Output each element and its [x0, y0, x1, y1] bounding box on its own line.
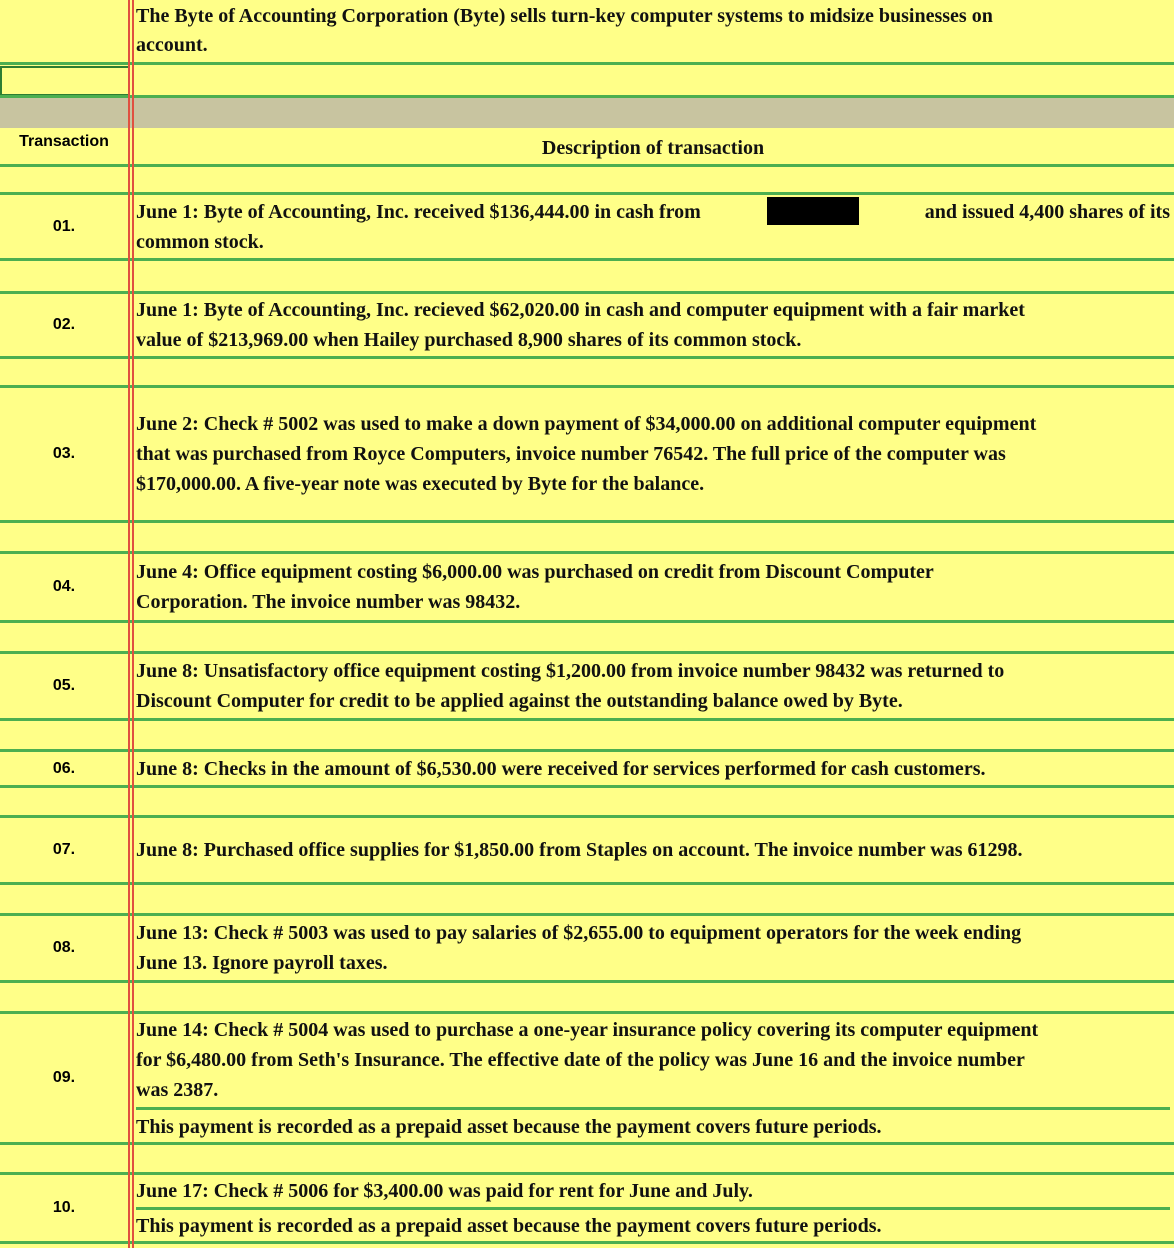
transaction-number: 02. [52, 316, 76, 333]
description-line: June 8: Checks in the amount of $6,530.00 were received for services performed for cash customers. [136, 757, 986, 780]
row-divider [0, 258, 1174, 261]
description-line: June 4: Office equipment costing $6,000.00 was purchased on credit from Discount Computer [136, 561, 934, 583]
header-row [0, 128, 1174, 164]
description-line: $170,000.00. A five-year note was executed by Byte for the balance. [136, 473, 705, 495]
transaction-description [136, 294, 1170, 356]
row-divider [0, 785, 1174, 788]
transaction-description [136, 388, 1170, 520]
row-divider [0, 718, 1174, 721]
transaction-row-09[interactable] [0, 1014, 1174, 1142]
description-line: Corporation. The invoice number was 98432. [136, 591, 521, 613]
description-line: This payment is recorded as a prepaid asset because the payment covers future periods. [136, 1115, 882, 1138]
transaction-number: 05. [52, 677, 76, 694]
description-line: that was purchased from Royce Computers, invoice number 76542. The full price of the computer was [136, 443, 1006, 465]
row-divider [0, 520, 1174, 523]
transaction-number: 06. [52, 759, 76, 777]
description-line: for $6,480.00 from Seth's Insurance. The effective date of the policy was June 16 and the invoice number [136, 1048, 1025, 1071]
row-divider [0, 1241, 1174, 1244]
row-divider [0, 1142, 1174, 1145]
description-line: June 2: Check # 5002 was used to make a down payment of $34,000.00 on additional computer equipment [136, 413, 1037, 435]
transaction-row-02[interactable] [0, 294, 1174, 356]
transaction-description [136, 1175, 1170, 1241]
description-line: Discount Computer for credit to be applied against the outstanding balance owed by Byte. [136, 690, 903, 712]
description-line [136, 197, 1170, 227]
column-divider [132, 0, 134, 1248]
intro-row[interactable] [0, 0, 1174, 62]
description-line: common stock. [136, 230, 264, 253]
transaction-description [136, 752, 1170, 785]
description-line: June 17: Check # 5006 for $3,400.00 was paid for rent for June and July. [136, 1179, 753, 1202]
header-description: Description of transaction [541, 137, 765, 159]
transaction-number: 01. [52, 217, 76, 235]
selected-cell[interactable] [0, 66, 130, 96]
transaction-number: 09. [52, 1069, 76, 1086]
transaction-description [136, 654, 1170, 718]
row-divider [0, 356, 1174, 359]
transaction-row-06[interactable] [0, 752, 1174, 785]
intro-cell[interactable] [136, 0, 1170, 62]
description-line: value of $213,969.00 when Hailey purchased 8,900 shares of its common stock. [136, 329, 802, 351]
description-line: was 2387. [136, 1078, 219, 1101]
transaction-number: 03. [52, 445, 76, 462]
transaction-number: 10. [52, 1199, 76, 1216]
intro-line-1: The Byte of Accounting Corporation (Byte) sells turn-key computer systems to midsize businesses on [136, 5, 993, 27]
transaction-description [136, 916, 1170, 980]
transaction-number: 04. [52, 578, 76, 595]
row-divider [0, 620, 1174, 623]
description-line: June 1: Byte of Accounting, Inc. recieved $62,020.00 in cash and computer equipment with a fair market [136, 299, 1025, 321]
transaction-row-05[interactable] [0, 654, 1174, 718]
transaction-row-07[interactable] [0, 818, 1174, 882]
description-text: and issued 4,400 shares of its [924, 200, 1170, 223]
row-divider [0, 882, 1174, 885]
separator-bar [0, 98, 1174, 128]
prepaid-note-divider [136, 1107, 1170, 1110]
description-line: June 13: Check # 5003 was used to pay salaries of $2,655.00 to equipment operators for the week ending [136, 922, 1022, 944]
transaction-row-01[interactable] [0, 195, 1174, 258]
transaction-row-03[interactable] [0, 388, 1174, 520]
description-line: This payment is recorded as a prepaid asset because the payment covers future periods. [136, 1214, 882, 1237]
redacted-block [767, 197, 859, 225]
intro-line-2: account. [136, 34, 208, 56]
row-divider [0, 164, 1174, 167]
column-divider [128, 0, 130, 1248]
row-divider [0, 980, 1174, 983]
description-text: June 1: Byte of Accounting, Inc. received $136,444.00 in cash from [136, 200, 701, 223]
transaction-number: 07. [52, 841, 76, 858]
transaction-description [136, 818, 1170, 882]
transaction-number: 08. [52, 939, 76, 956]
transaction-row-04[interactable] [0, 554, 1174, 620]
transaction-description [136, 195, 1170, 258]
transaction-description [136, 554, 1170, 620]
description-line: June 8: Unsatisfactory office equipment costing $1,200.00 from invoice number 98432 was returned to [136, 660, 1005, 682]
description-line: June 14: Check # 5004 was used to purchase a one-year insurance policy covering its computer equipment [136, 1018, 1039, 1041]
transaction-description [136, 1014, 1170, 1142]
transaction-row-08[interactable] [0, 916, 1174, 980]
description-line: June 8: Purchased office supplies for $1,850.00 from Staples on account. The invoice number was 61298. [136, 839, 1023, 861]
prepaid-note-divider [136, 1207, 1170, 1210]
row-divider [0, 62, 1174, 65]
description-line: June 13. Ignore payroll taxes. [136, 952, 388, 974]
transaction-row-10[interactable] [0, 1175, 1174, 1241]
header-transaction: Transaction [19, 133, 109, 150]
